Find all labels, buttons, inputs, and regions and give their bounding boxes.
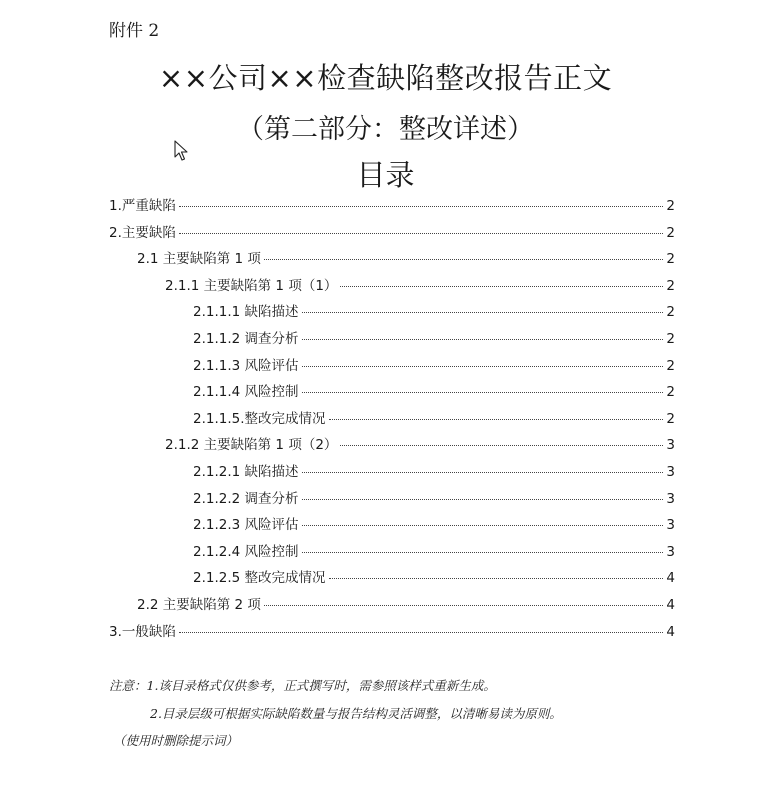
toc-entry[interactable]: [193, 460, 675, 486]
toc-entry[interactable]: [193, 380, 675, 406]
toc-leader-dots: [302, 366, 664, 367]
toc-leader-dots: [264, 259, 663, 260]
toc-entry-page: 4: [666, 623, 675, 640]
toc-entry-label: 2.1.2.3 风险评估: [193, 517, 299, 534]
toc-entry[interactable]: [193, 487, 675, 513]
toc-entry-label: 2.1.1.3 风险评估: [193, 357, 299, 374]
toc-entry-label: 2.1.2.1 缺陷描述: [193, 464, 299, 480]
mouse-pointer-icon: [174, 140, 188, 162]
note-1: 注意：1.该目录格式仅供参考，正式撰写时，需参照该样式重新生成。: [109, 678, 496, 693]
toc-entry-page: 3: [666, 464, 675, 480]
toc-entry[interactable]: [137, 593, 675, 619]
toc-entry-label: 2.1.2.2 调查分析: [193, 490, 299, 507]
toc-entry-label: 3.一般缺陷: [109, 623, 176, 640]
toc-entry-page: 4: [666, 570, 675, 587]
toc-entry-page: 2: [666, 251, 675, 268]
toc-entry-label: 2.1.1.2 调查分析: [193, 331, 299, 347]
toc-entry[interactable]: [165, 274, 675, 300]
toc-entry[interactable]: [137, 247, 675, 273]
toc-entry-page: 4: [666, 597, 675, 613]
toc-entry-page: 3: [666, 490, 675, 507]
toc-entry[interactable]: [193, 566, 675, 592]
toc-entry-page: 2: [666, 304, 675, 321]
note-3: （使用时删除提示词）: [113, 733, 239, 748]
toc-leader-dots: [302, 525, 664, 526]
toc-leader-dots: [340, 445, 663, 446]
toc-entry[interactable]: [193, 327, 675, 353]
toc-leader-dots: [302, 392, 664, 393]
toc-leader-dots: [264, 605, 663, 606]
toc-leader-dots: [340, 286, 663, 287]
toc-entry-page: 2: [666, 277, 675, 294]
toc-entry-label: 2.1.2.4 风险控制: [193, 543, 299, 560]
toc-leader-dots: [302, 499, 664, 500]
toc-leader-dots: [302, 312, 664, 313]
toc-leader-dots: [302, 552, 664, 553]
toc-leader-dots: [179, 206, 664, 207]
toc-entry-page: 2: [666, 198, 675, 214]
toc-entry[interactable]: [109, 620, 675, 646]
note-2: 2.目录层级可根据实际缺陷数量与报告结构灵活调整，以清晰易读为原则。: [150, 706, 562, 721]
toc-entry[interactable]: [193, 407, 675, 433]
toc-entry-label: 2.1.1.4 风险控制: [193, 384, 299, 401]
toc-leader-dots: [179, 233, 664, 234]
toc-leader-dots: [302, 472, 664, 473]
toc-entry-page: 2: [666, 384, 675, 401]
toc-entry-page: 3: [666, 437, 675, 454]
toc-leader-dots: [329, 419, 664, 420]
document-subtitle: （第二部分：整改详述）: [237, 114, 534, 145]
toc-entry[interactable]: [109, 194, 675, 220]
toc-entry-label: 1.严重缺陷: [109, 198, 176, 214]
toc-heading: 目录: [356, 158, 415, 192]
toc-entry[interactable]: [193, 300, 675, 326]
toc-entry[interactable]: [109, 221, 675, 247]
toc-entry-label: 2.1.1.1 缺陷描述: [193, 304, 299, 321]
toc-entry-page: 2: [666, 410, 675, 427]
document-title: ××公司××检查缺陷整改报告正文: [158, 61, 613, 95]
toc-entry-label: 2.主要缺陷: [109, 224, 176, 241]
toc-entry-page: 3: [666, 517, 675, 534]
toc-entry-page: 2: [666, 331, 675, 347]
toc-leader-dots: [179, 632, 664, 633]
toc-entry-label: 2.2 主要缺陷第 2 项: [137, 597, 261, 613]
toc-entry-label: 2.1.1 主要缺陷第 1 项（1）: [165, 277, 338, 294]
toc-entry-page: 3: [666, 543, 675, 560]
attachment-label: 附件 2: [109, 21, 160, 41]
toc-leader-dots: [329, 578, 664, 579]
toc-entry[interactable]: [193, 354, 675, 380]
toc-entry[interactable]: [193, 540, 675, 566]
toc-entry-label: 2.1.2 主要缺陷第 1 项（2）: [165, 437, 338, 454]
toc-entry-label: 2.1.2.5 整改完成情况: [193, 570, 326, 587]
toc-entry[interactable]: [165, 433, 675, 459]
toc-entry-page: 2: [666, 224, 675, 241]
toc-entry-label: 2.1.1.5.整改完成情况: [193, 410, 326, 427]
toc-entry-label: 2.1 主要缺陷第 1 项: [137, 251, 261, 268]
toc-entry-page: 2: [666, 357, 675, 374]
toc-entry[interactable]: [193, 513, 675, 539]
toc-leader-dots: [302, 339, 664, 340]
